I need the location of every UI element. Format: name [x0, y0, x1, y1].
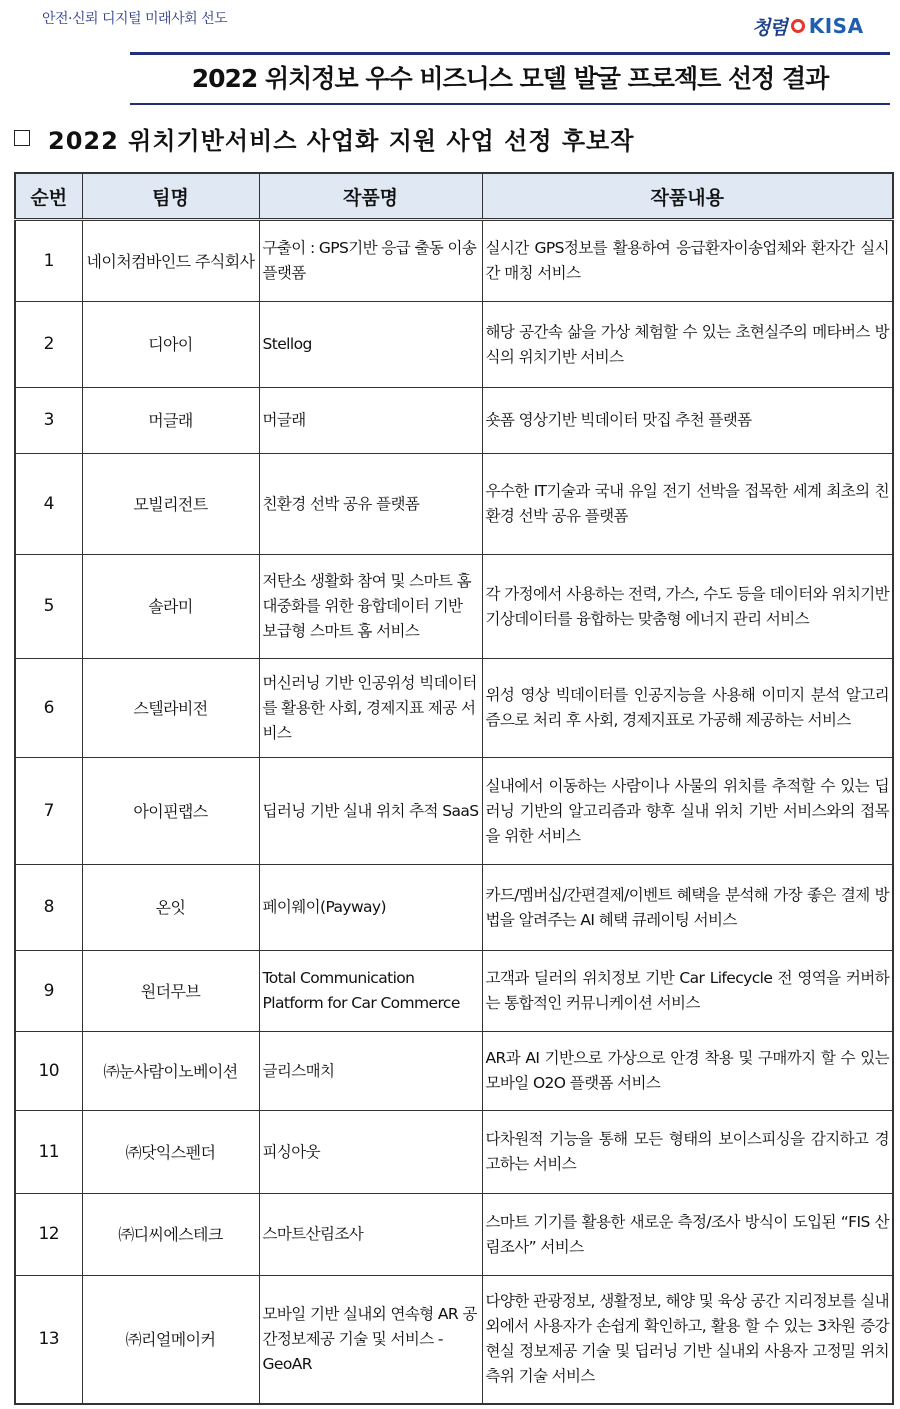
table-row: [15, 1276, 893, 1404]
cell-work: 구출이 : GPS기반 응급 출동 이송 플랫폼: [259, 220, 482, 302]
table-row: [15, 758, 893, 865]
cell-team: 머글래: [82, 388, 259, 454]
table-row: [15, 1032, 893, 1111]
cell-desc: 카드/멤버십/간편결제/이벤트 혜택을 분석해 가장 좋은 결제 방법을 알려주는 AI 혜택 큐레이팅 서비스: [482, 865, 893, 951]
cell-team: ㈜디씨에스테크: [82, 1194, 259, 1276]
cell-work: 모바일 기반 실내외 연속형 AR 공간정보제공 기술 및 서비스 - GeoAR: [259, 1276, 482, 1404]
cell-no: 12: [15, 1194, 82, 1276]
cell-team: 원더무브: [82, 951, 259, 1032]
cell-work: Stellog: [259, 302, 482, 388]
cell-no: 5: [15, 555, 82, 659]
cell-no: 3: [15, 388, 82, 454]
cell-desc: 위성 영상 빅데이터를 인공지능을 사용해 이미지 분석 알고리즘으로 처리 후 사회, 경제지표로 가공해 제공하는 서비스: [482, 659, 893, 758]
cell-desc: 고객과 딜러의 위치정보 기반 Car Lifecycle 전 영역을 커버하는 통합적인 커뮤니케이션 서비스: [482, 951, 893, 1032]
kisa-logo: [752, 12, 864, 40]
logo-script: 청렴: [752, 16, 787, 39]
column-header-no: 순번: [15, 173, 82, 220]
table-row: [15, 951, 893, 1032]
table-row: [15, 865, 893, 951]
table-header-row: [15, 173, 893, 220]
cell-no: 8: [15, 865, 82, 951]
table-row: [15, 220, 893, 302]
cell-team: 스텔라비전: [82, 659, 259, 758]
cell-desc: 우수한 IT기술과 국내 유일 전기 선박을 접목한 세계 최초의 친환경 선박 공유 플랫폼: [482, 454, 893, 555]
cell-no: 1: [15, 220, 82, 302]
cell-work: Total Communication Platform for Car Commerce: [259, 951, 482, 1032]
page-title: 2022 위치정보 우수 비즈니스 모델 발굴 프로젝트 선정 결과: [191, 64, 829, 93]
title-rule-bottom: [130, 103, 890, 105]
logo-name: KISA: [808, 14, 864, 38]
cell-desc: 해당 공간속 삶을 가상 체험할 수 있는 초현실주의 메타버스 방식의 위치기반 서비스: [482, 302, 893, 388]
cell-no: 7: [15, 758, 82, 865]
cell-team: ㈜닷익스펜더: [82, 1111, 259, 1194]
table-row: [15, 302, 893, 388]
logo-mark-icon: [791, 19, 805, 33]
cell-no: 11: [15, 1111, 82, 1194]
cell-work: 저탄소 생활화 참여 및 스마트 홈 대중화를 위한 융합데이터 기반 보급형 스마트 홈 서비스: [259, 555, 482, 659]
checkbox-square-icon: [14, 130, 30, 146]
table-row: [15, 454, 893, 555]
cell-no: 4: [15, 454, 82, 555]
section-heading: [14, 120, 634, 156]
title-rule-top: [130, 52, 890, 55]
cell-desc: 실내에서 이동하는 사람이나 사물의 위치를 추적할 수 있는 딥러닝 기반의 알고리즘과 향후 실내 위치 기반 서비스와의 접목을 위한 서비스: [482, 758, 893, 865]
table-row: [15, 388, 893, 454]
table-row: [15, 659, 893, 758]
cell-desc: 스마트 기기를 활용한 새로운 측정/조사 방식이 도입된 “FIS 산림조사” 서비스: [482, 1194, 893, 1276]
header-tagline: 안전·신뢰 디지털 미래사회 선도: [42, 11, 228, 27]
cell-work: 머신러닝 기반 인공위성 빅데이터를 활용한 사회, 경제지표 제공 서비스: [259, 659, 482, 758]
cell-work: 딥러닝 기반 실내 위치 추적 SaaS: [259, 758, 482, 865]
cell-work: 스마트산림조사: [259, 1194, 482, 1276]
cell-desc: 숏폼 영상기반 빅데이터 맛집 추천 플랫폼: [482, 388, 893, 454]
cell-team: 네이처컴바인드 주식회사: [82, 220, 259, 302]
cell-work: 글리스매치: [259, 1032, 482, 1111]
cell-team: 모빌리전트: [82, 454, 259, 555]
column-header-team: 팀명: [82, 173, 259, 220]
cell-team: 아이핀랩스: [82, 758, 259, 865]
cell-work: 피싱아웃: [259, 1111, 482, 1194]
cell-work: 페이웨이(Payway): [259, 865, 482, 951]
cell-work: 친환경 선박 공유 플랫폼: [259, 454, 482, 555]
cell-desc: 다차원적 기능을 통해 모든 형태의 보이스피싱을 감지하고 경고하는 서비스: [482, 1111, 893, 1194]
section-heading-text: 2022 위치기반서비스 사업화 지원 사업 선정 후보작: [48, 126, 635, 155]
cell-no: 10: [15, 1032, 82, 1111]
cell-desc: 각 가정에서 사용하는 전력, 가스, 수도 등을 데이터와 위치기반 기상데이터를 융합하는 맞춤형 에너지 관리 서비스: [482, 555, 893, 659]
column-header-desc: 작품내용: [482, 173, 893, 220]
cell-no: 9: [15, 951, 82, 1032]
table-row: [15, 555, 893, 659]
cell-team: ㈜리얼메이커: [82, 1276, 259, 1404]
cell-no: 2: [15, 302, 82, 388]
cell-desc: AR과 AI 기반으로 가상으로 안경 착용 및 구매까지 할 수 있는 모바일 O2O 플랫폼 서비스: [482, 1032, 893, 1111]
cell-desc: 실시간 GPS정보를 활용하여 응급환자이송업체와 환자간 실시간 매칭 서비스: [482, 220, 893, 302]
cell-desc: 다양한 관광정보, 생활정보, 해양 및 육상 공간 지리정보를 실내외에서 사용자가 손쉽게 확인하고, 활용 할 수 있는 3차원 증강현실 정보제공 기술 및 딥러닝 기반 실내외 사용자 고정밀 위치 측위 기술 서비스: [482, 1276, 893, 1404]
cell-team: 디아이: [82, 302, 259, 388]
results-table: [14, 172, 894, 1405]
cell-work: 머글래: [259, 388, 482, 454]
table-row: [15, 1111, 893, 1194]
cell-team: 솔라미: [82, 555, 259, 659]
column-header-work: 작품명: [259, 173, 482, 220]
cell-no: 6: [15, 659, 82, 758]
cell-team: 온잇: [82, 865, 259, 951]
table-row: [15, 1194, 893, 1276]
cell-no: 13: [15, 1276, 82, 1404]
cell-team: ㈜눈사람이노베이션: [82, 1032, 259, 1111]
